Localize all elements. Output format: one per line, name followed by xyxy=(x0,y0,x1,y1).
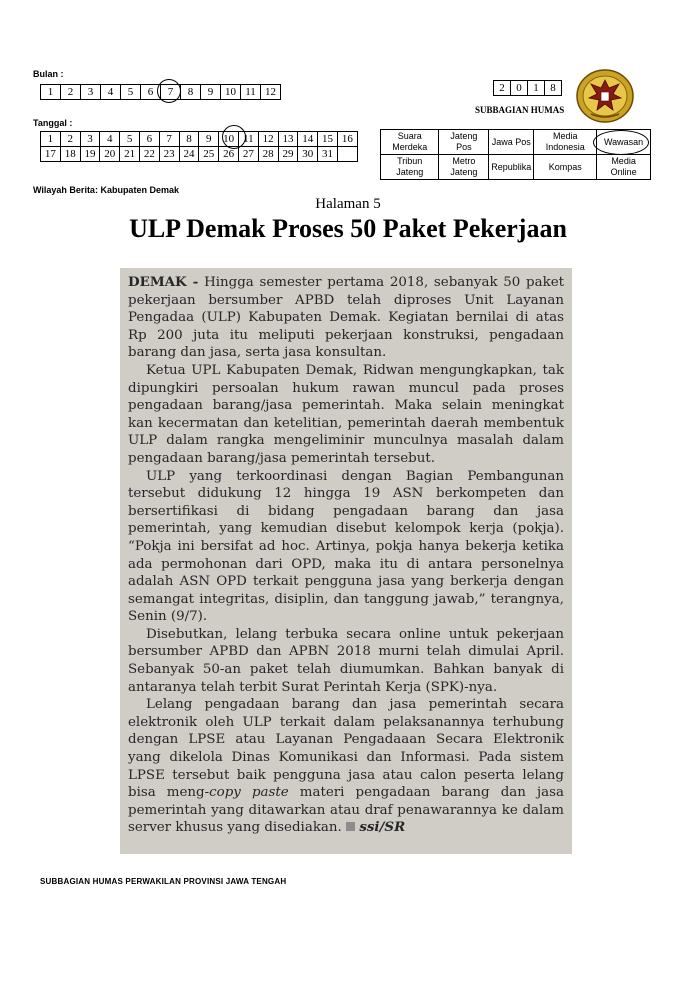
date-cell: 8 xyxy=(179,132,199,147)
media-cell: Metro Jateng xyxy=(439,155,489,180)
month-cell: 9 xyxy=(201,85,221,100)
date-cell: 17 xyxy=(41,147,61,162)
date-cell: 23 xyxy=(159,147,179,162)
tanggal-label: Tanggal : xyxy=(33,118,73,128)
signoff: ssi/SR xyxy=(359,819,406,836)
month-cell: 1 xyxy=(41,85,61,100)
media-cell: Suara Merdeka xyxy=(381,130,439,155)
media-selection-circle xyxy=(593,130,649,155)
media-cell: Jateng Pos xyxy=(439,130,489,155)
date-cell: 11 xyxy=(238,132,258,147)
media-cell: Media Indonesia xyxy=(534,130,597,155)
paragraph-5-text-b: materi pengadaan barang dan jasa pemerintah yang ditawarkan atau draf penawarannya ke dalam server khusus yang disediakan. xyxy=(128,785,564,836)
year-digit-cell: 0 xyxy=(511,81,528,96)
date-cell: 29 xyxy=(278,147,298,162)
date-cell: 7 xyxy=(159,132,179,147)
dept-label: SUBBAGIAN HUMAS xyxy=(475,105,565,115)
date-cell: 28 xyxy=(258,147,278,162)
article-body xyxy=(128,274,564,837)
date-cell: 21 xyxy=(120,147,140,162)
media-cell: Jawa Pos xyxy=(489,130,534,155)
date-cell: 24 xyxy=(179,147,199,162)
date-cell: 4 xyxy=(100,132,120,147)
year-digit-cell: 1 xyxy=(528,81,545,96)
media-cell: Tribun Jateng xyxy=(381,155,439,180)
month-cell: 11 xyxy=(241,85,261,100)
news-clipping xyxy=(120,268,572,854)
year-grid xyxy=(493,80,562,96)
dateline: DEMAK - xyxy=(128,274,199,290)
date-cell: 3 xyxy=(80,132,100,147)
date-cell: 20 xyxy=(100,147,120,162)
garuda-emblem-icon xyxy=(575,68,635,124)
date-cell: 30 xyxy=(298,147,318,162)
media-cell: Wawasan xyxy=(597,130,651,155)
month-cell: 6 xyxy=(141,85,161,100)
date-cell: 15 xyxy=(318,132,338,147)
date-cell: 5 xyxy=(120,132,140,147)
date-cell: 31 xyxy=(318,147,338,162)
date-cell: 27 xyxy=(238,147,258,162)
month-cell: 8 xyxy=(181,85,201,100)
wilayah-berita: Wilayah Berita: Kabupaten Demak xyxy=(33,185,179,195)
date-cell: 10 xyxy=(219,132,239,147)
month-selection-circle xyxy=(157,79,181,103)
date-cell: 16 xyxy=(337,132,357,147)
media-cell: Republika xyxy=(489,155,534,180)
date-cell: 25 xyxy=(199,147,219,162)
paragraph-4: Disebutkan, lelang terbuka secara online untuk pekerjaan bersumber APBD dan APBN 2018 murni telah dimulai April. Sebanyak 50-an paket telah diumumkan. Bahkan banyak di antaranya telah terbit Surat Perintah Kerja (SPK)-nya. xyxy=(128,626,564,695)
month-cell: 7 xyxy=(161,85,181,100)
date-cell: 18 xyxy=(60,147,80,162)
date-cell: 2 xyxy=(60,132,80,147)
media-cell: Kompas xyxy=(534,155,597,180)
month-cell: 5 xyxy=(121,85,141,100)
date-cell: 14 xyxy=(298,132,318,147)
paragraph-5-text-a: Lelang pengadaan barang dan jasa pemerintah secara elektronik oleh ULP terkait dalam pelaksanannya terhubung dengan LPSE atau Layanan Pengadaaan Secara Elektronik yang dikelola Dinas Komunikasi dan Informasi. Pada sistem LPSE tersebut baik pengguna jasa atau calon peserta lelang bisa meng- xyxy=(128,697,564,801)
article-title: ULP Demak Proses 50 Paket Pekerjaan xyxy=(129,214,567,243)
month-cell: 10 xyxy=(221,85,241,100)
end-square-icon xyxy=(346,822,355,831)
paragraph-1 xyxy=(128,274,564,362)
month-cell: 2 xyxy=(61,85,81,100)
date-cell: 13 xyxy=(278,132,298,147)
paragraph-5 xyxy=(128,696,564,837)
month-cell: 4 xyxy=(101,85,121,100)
paragraph-3: ULP yang terkoordinasi dengan Bagian Pembangunan tersebut didukung 12 hingga 19 ASN berkompeten dan bersertifikasi di bidang pengadaan barang dan jasa pemerintah, yang kemudian disebut kelompok kerja (pokja). “Pokja ini bersifat ad hoc. Artinya, pokja hanya bekerja ketika ada permohonan dari OPD, maka itu di antara personelnya adalah ASN OPD terkait pengguna jasa yang berkerja dengan semangat integritas, disiplin, dan tanggung jawab,” terangnya, Senin (9/7). xyxy=(128,468,564,625)
footer: SUBBAGIAN HUMAS PERWAKILAN PROVINSI JAWA TENGAH xyxy=(40,877,287,886)
date-selection-circle xyxy=(222,125,246,149)
paragraph-1-text: Hingga semester pertama 2018, sebanyak 50 paket pekerjaan bersumber APBD telah diproses Unit Layanan Pengadaa (ULP) Kabupaten Demak. Kegiatan bernilai di atas Rp 200 juta itu meliputi pekerjaan konstruksi, pengadaan barang dan jasa, serta jasa konsultan. xyxy=(128,275,565,361)
date-cell: 12 xyxy=(258,132,278,147)
month-cell: 12 xyxy=(261,85,281,100)
date-cell: 6 xyxy=(139,132,159,147)
date-cell xyxy=(337,147,357,162)
paragraph-2: Ketua UPL Kabupaten Demak, Ridwan mengungkapkan, tak dipungkiri persoalan hukum rawan muncul pada proses pengadaan barang/jasa pemerintah. Maka selain meningkat kan kecermatan dan ketelitian, pemerintah daerah membentuk ULP dalam rangka mengeliminir munculnya masalah dalam pengadaan barang/jasa pemerintah tersebut. xyxy=(128,362,564,466)
date-cell: 9 xyxy=(199,132,219,147)
page-number: Halaman 5 xyxy=(315,196,381,212)
year-digit-cell: 2 xyxy=(494,81,511,96)
date-cell: 1 xyxy=(41,132,61,147)
date-cell: 22 xyxy=(139,147,159,162)
month-cell: 3 xyxy=(81,85,101,100)
media-cell: Media Online xyxy=(597,155,651,180)
paragraph-5-italic: copy paste xyxy=(209,785,289,801)
date-cell: 19 xyxy=(80,147,100,162)
year-digit-cell: 8 xyxy=(545,81,562,96)
date-cell: 26 xyxy=(219,147,239,162)
bulan-label: Bulan : xyxy=(33,69,64,79)
date-grid xyxy=(40,131,358,162)
